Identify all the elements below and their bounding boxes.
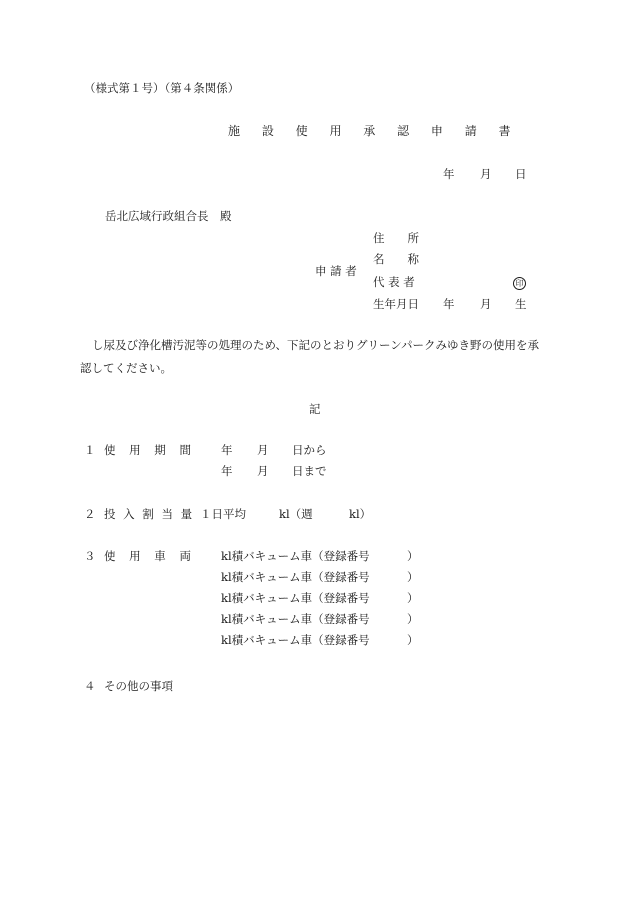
request-paragraph: し尿及び浄化槽汚泥等の処理のため、下記のとおりグリーンパークみゆき野の使用を承認してください。: [80, 338, 540, 375]
period-to-day: 日まで: [292, 464, 327, 478]
date-year-label: 年: [443, 167, 455, 181]
vehicle-row: kl積バキューム車（登録番号: [221, 549, 370, 563]
weekly-unit-close: kl）: [349, 507, 372, 521]
date-month-label: 月: [480, 167, 492, 181]
seal-mark: [513, 274, 526, 290]
birth-suffix-label: 生: [515, 297, 527, 311]
period-from-month: 月: [257, 443, 269, 457]
section-number: ４: [84, 679, 96, 693]
applicant-label: 申 請 者: [315, 264, 357, 278]
vehicle-row-close: ）: [407, 612, 419, 626]
birthdate-label: 生年月日: [373, 297, 419, 311]
date-day-label: 日: [515, 167, 527, 181]
period-from-year: 年: [221, 443, 233, 457]
birth-year-label: 年: [443, 297, 455, 311]
weekly-unit-label: kl（週: [279, 507, 313, 521]
document-title: 施 設 使 用 承 認 申 請 書: [228, 124, 520, 138]
seal-icon: 印: [513, 277, 526, 290]
daily-average-label: １日平均: [200, 507, 246, 521]
period-to-month: 月: [257, 464, 269, 478]
name-label: 名 称: [373, 252, 419, 266]
vehicle-row: kl積バキューム車（登録番号: [221, 633, 370, 647]
section-number: ３: [84, 549, 96, 563]
addressee: 岳北広域行政組合長 殿: [105, 209, 232, 223]
representative-label: 代 表 者: [373, 275, 415, 289]
vehicle-row: kl積バキューム車（登録番号: [221, 570, 370, 584]
vehicle-row-close: ）: [407, 570, 419, 584]
section-label: 使 用 期 間: [104, 443, 196, 457]
vehicle-row-close: ）: [407, 633, 419, 647]
period-from-day: 日から: [292, 443, 327, 457]
birth-month-label: 月: [480, 297, 492, 311]
vehicle-row-close: ）: [407, 591, 419, 605]
vehicle-row: kl積バキューム車（登録番号: [221, 591, 370, 605]
section-number: １: [84, 443, 96, 457]
ki-heading: 記: [309, 402, 321, 416]
section-label: 使 用 車 両: [104, 549, 196, 563]
section-label: その他の事項: [104, 679, 173, 693]
address-label: 住 所: [373, 231, 419, 245]
form-id: （様式第１号）（第４条関係）: [84, 81, 240, 95]
vehicle-row-close: ）: [407, 549, 419, 563]
section-number: ２: [84, 507, 96, 521]
period-to-year: 年: [221, 464, 233, 478]
vehicle-row: kl積バキューム車（登録番号: [221, 612, 370, 626]
section-label: 投 入 割 当 量: [104, 507, 195, 521]
